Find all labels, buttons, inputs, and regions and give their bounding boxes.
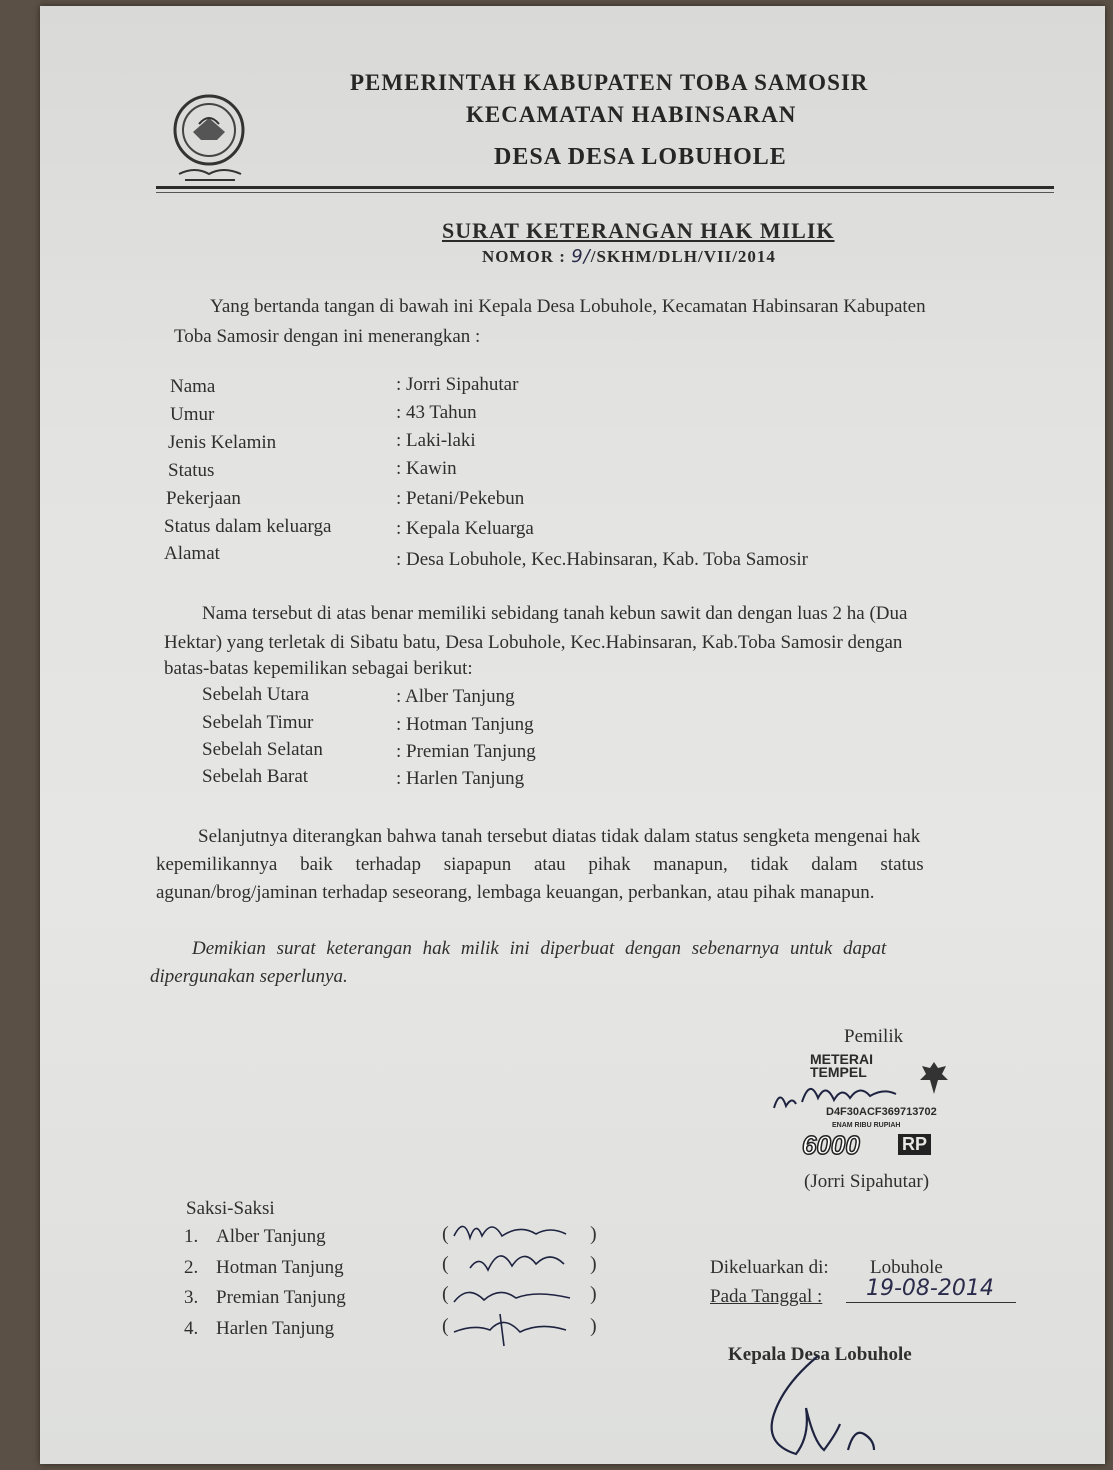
svg-text:(: ( xyxy=(442,1315,449,1337)
witness-number: 1. xyxy=(184,1226,199,1247)
issued-place-value: Lobuhole xyxy=(870,1257,943,1278)
issued-date-label: Pada Tanggal : xyxy=(710,1286,823,1307)
header-village: DESA DESA LOBUHOLE xyxy=(494,144,787,170)
witness-name: Hotman Tanjung xyxy=(216,1257,344,1278)
border-value: : Harlen Tanjung xyxy=(396,768,525,789)
owner-signature xyxy=(766,1068,916,1118)
identity-value: : Laki-laki xyxy=(396,430,476,451)
village-head-title: Kepala Desa Lobuhole xyxy=(728,1344,912,1365)
closing-line-1: Demikian surat keterangan hak milik ini diperbuat dengan sebenarnya untuk dapat xyxy=(192,938,887,959)
stamp-small-text: ENAM RIBU RUPIAH xyxy=(832,1122,901,1129)
statement-line-3: agunan/brog/jaminan terhadap seseorang, lembaga keuangan, perbankan, atau pihak manapun. xyxy=(156,882,875,903)
header-divider xyxy=(156,186,1054,189)
village-head-signature xyxy=(744,1354,934,1460)
identity-value: : Kawin xyxy=(396,458,457,479)
identity-value: : Petani/Pekebun xyxy=(396,488,525,509)
witness-signatures xyxy=(440,1214,610,1354)
identity-value: : Desa Lobuhole, Kec.Habinsaran, Kab. Toba Samosir xyxy=(396,549,808,570)
identity-label: Nama xyxy=(170,376,216,397)
svg-text:(: ( xyxy=(442,1283,449,1305)
number-prefix: NOMOR : xyxy=(482,247,566,266)
stamp-currency: RP xyxy=(898,1134,931,1155)
svg-text:): ) xyxy=(590,1315,597,1337)
border-label: Sebelah Selatan xyxy=(202,739,323,760)
letter-title: SURAT KETERANGAN HAK MILIK xyxy=(442,218,835,243)
identity-label: Umur xyxy=(170,404,215,425)
intro-line-1: Yang bertanda tangan di bawah ini Kepala Desa Lobuhole, Kecamatan Habinsaran Kabupaten xyxy=(210,296,926,317)
identity-label: Status dalam keluarga xyxy=(164,516,332,537)
statement-line-2: kepemilikannya baik terhadap siapapun atau pihak manapun, tidak dalam status xyxy=(156,854,924,875)
border-label: Sebelah Timur xyxy=(202,712,314,733)
stamp-title: METERAI TEMPEL xyxy=(810,1051,873,1080)
closing-line-2: dipergunakan seperlunya. xyxy=(150,966,348,987)
land-line-2: Hektar) yang terletak di Sibatu batu, Desa Lobuhole, Kec.Habinsaran, Kab.Toba Samosir dengan xyxy=(164,632,903,653)
land-line-3: batas-batas kepemilikan sebagai berikut: xyxy=(164,658,473,679)
witness-name: Harlen Tanjung xyxy=(216,1318,335,1339)
border-value: : Hotman Tanjung xyxy=(396,714,534,735)
witness-name: Alber Tanjung xyxy=(216,1226,326,1247)
border-value: : Alber Tanjung xyxy=(396,686,515,707)
land-line-1: Nama tersebut di atas benar memiliki sebidang tanah kebun sawit dan dengan luas 2 ha (Dua xyxy=(202,603,908,624)
document-page xyxy=(40,6,1105,1464)
identity-label: Jenis Kelamin xyxy=(168,432,277,453)
witness-number: 2. xyxy=(184,1257,199,1278)
border-label: Sebelah Barat xyxy=(202,766,309,787)
identity-value: : Jorri Sipahutar xyxy=(396,374,519,395)
issued-date-value: 19-08-2014 xyxy=(866,1276,994,1301)
stamp-value: 6000 xyxy=(802,1130,860,1160)
svg-text:(: ( xyxy=(442,1253,449,1275)
svg-text:): ) xyxy=(590,1283,597,1305)
witnesses-title: Saksi-Saksi xyxy=(186,1198,275,1219)
header-district: KECAMATAN HABINSARAN xyxy=(466,102,797,127)
identity-value: : 43 Tahun xyxy=(396,402,477,423)
witness-name: Premian Tanjung xyxy=(216,1287,346,1308)
witness-number: 4. xyxy=(184,1318,199,1339)
identity-label: Pekerjaan xyxy=(166,488,241,509)
regency-emblem-icon xyxy=(165,88,265,188)
garuda-emblem-icon xyxy=(918,1058,950,1098)
svg-text:): ) xyxy=(590,1253,597,1275)
header-divider-thin xyxy=(156,192,1054,193)
border-value: : Premian Tanjung xyxy=(396,741,536,762)
svg-text:(: ( xyxy=(442,1223,449,1245)
identity-label: Alamat xyxy=(164,543,220,564)
owner-label: Pemilik xyxy=(844,1026,904,1047)
header-government: PEMERINTAH KABUPATEN TOBA SAMOSIR xyxy=(350,70,869,95)
statement-line-1: Selanjutnya diterangkan bahwa tanah tersebut diatas tidak dalam status sengketa mengenai hak xyxy=(198,826,921,847)
date-underline xyxy=(846,1302,1016,1303)
stamp-code: D4F30ACF369713702 xyxy=(826,1106,937,1118)
intro-line-2: Toba Samosir dengan ini menerangkan : xyxy=(174,326,481,347)
identity-value: : Kepala Keluarga xyxy=(396,518,534,539)
border-label: Sebelah Utara xyxy=(202,684,310,705)
identity-label: Status xyxy=(168,460,215,481)
issued-place-label: Dikeluarkan di: xyxy=(710,1257,829,1278)
svg-text:): ) xyxy=(590,1223,597,1245)
number-suffix: /SKHM/DLH/VII/2014 xyxy=(590,247,776,266)
owner-name: (Jorri Sipahutar) xyxy=(804,1171,930,1192)
witness-number: 3. xyxy=(184,1287,199,1308)
number-handwritten: 9/ xyxy=(571,246,591,267)
letter-number xyxy=(482,246,776,267)
